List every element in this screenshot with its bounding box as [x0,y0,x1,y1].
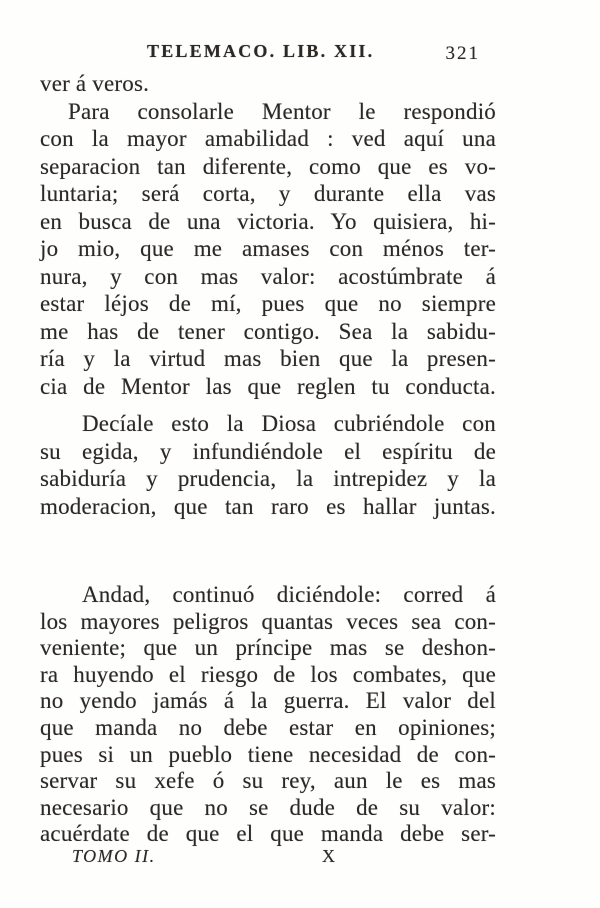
text-line: estar léjos de mí, pues que no siempre [40,291,496,316]
page-number: 321 [445,43,480,64]
text-line: nura, y con mas valor: acostúmbrate á [40,263,496,289]
text-line: que manda no debe estar en opiniones; [40,714,496,740]
running-title: TELEMACO. LIB. XII. [147,41,375,61]
text-line: Para consolarle Mentor le respondió [68,98,496,124]
text-line: con la mayor amabilidad : ved aquí una [40,126,496,151]
text-line: acuérdate de que el que manda debe ser- [40,821,496,847]
text-line: no yendo jamás á la guerra. El valor del [40,688,496,714]
signature-mark: X [322,846,335,866]
text-line: en busca de una victoria. Yo quisiera, hi- [40,208,496,234]
paragraph-second [40,410,496,520]
text-line: Andad, continuó diciéndole: corred á [82,582,496,607]
text-line: su egida, y infundiéndole el espíritu de [40,438,496,464]
text-line: jo mio, que me amases con ménos ter- [40,236,496,261]
text-line: separacion tan diferente, como que es vo- [40,153,496,179]
text-line: servar su xefe ó su rey, aun le es mas [40,768,496,794]
paragraph-continuation-and-first [40,70,496,400]
text-line: pues si un pueblo tiene necesidad de con- [40,741,496,767]
text-line: sabiduría y prudencia, la intrepidez y la [40,466,496,491]
text-line: moderacion, que tan raro es hallar juntas. [40,493,496,519]
text-line: cia de Mentor las que reglen tu conducta. [40,373,496,399]
text-line: veniente; que un príncipe mas se deshon- [40,635,496,661]
volume-label: TOMO II. [72,846,156,866]
text-line: ver á veros. [40,71,150,96]
text-line: me has de tener contigo. Sea la sabidu- [40,318,496,344]
text-line: necesario que no se dude de su valor: [40,794,496,820]
text-line: ra huyendo el riesgo de los combates, que [40,661,496,687]
text-line: luntaria; será corta, y durante ella vas [40,181,496,206]
text-line: ría y la virtud mas bien que la presen- [40,346,496,371]
text-line: Decíale esto la Diosa cubriéndole con [82,411,496,436]
paragraph-third [40,582,496,848]
text-line: los mayores peligros quantas veces sea con- [40,608,496,634]
